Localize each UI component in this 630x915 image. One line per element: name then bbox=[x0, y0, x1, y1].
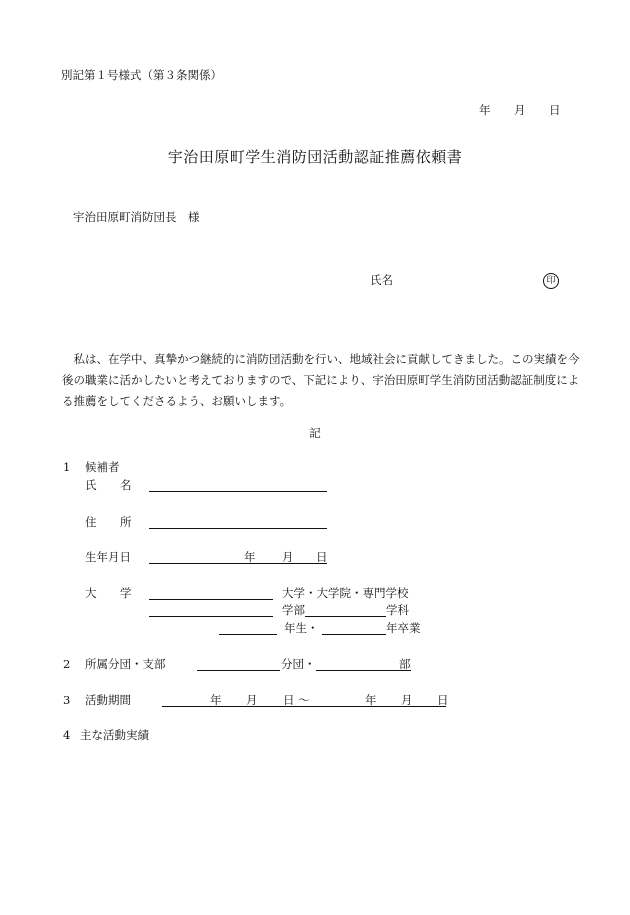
graduation-label: 年卒業 bbox=[386, 621, 421, 635]
section3-number: 3 bbox=[63, 693, 71, 707]
section4-title: 主な活動実績 bbox=[80, 728, 149, 742]
form-label: 別記第１号様式（第３条関係） bbox=[61, 68, 222, 82]
date-year: 年 bbox=[479, 103, 491, 117]
grade-field[interactable] bbox=[219, 634, 277, 635]
section3-title: 活動期間 bbox=[85, 693, 131, 707]
name-label-2: 名 bbox=[120, 478, 132, 492]
section2-number: 2 bbox=[63, 657, 71, 671]
faculty-field[interactable] bbox=[149, 616, 273, 617]
date-month: 月 bbox=[514, 103, 526, 117]
seal-mark: 印 bbox=[543, 273, 559, 289]
department-field[interactable] bbox=[305, 616, 386, 617]
end-year: 年 bbox=[365, 693, 377, 707]
branch-label: 部 bbox=[399, 657, 411, 671]
section1-number: 1 bbox=[63, 460, 71, 474]
end-day: 日 bbox=[437, 693, 449, 707]
address-label-2: 所 bbox=[120, 515, 132, 529]
school-types: 大学・大学院・専門学校 bbox=[282, 586, 409, 600]
department-label: 学科 bbox=[386, 603, 409, 617]
birth-field[interactable] bbox=[149, 563, 327, 564]
page-title: 宇治田原町学生消防団活動認証推薦依頼書 bbox=[167, 148, 463, 166]
birth-month: 月 bbox=[282, 550, 294, 564]
note-heading: 記 bbox=[309, 426, 321, 440]
signer-name-label: 氏名 bbox=[370, 273, 393, 287]
faculty-label: 学部 bbox=[282, 603, 305, 617]
birth-year: 年 bbox=[244, 550, 256, 564]
name-label-1: 氏 bbox=[85, 478, 97, 492]
birth-label: 生年月日 bbox=[85, 550, 131, 564]
start-year: 年 bbox=[210, 693, 222, 707]
start-month: 月 bbox=[246, 693, 258, 707]
grade-label: 年生・ bbox=[284, 621, 319, 635]
graduation-field[interactable] bbox=[322, 634, 386, 635]
bundan-label: 分団・ bbox=[281, 657, 316, 671]
section4-number: 4 bbox=[63, 728, 71, 742]
university-label-1: 大 bbox=[85, 586, 97, 600]
start-day: 日 bbox=[283, 693, 295, 707]
end-month: 月 bbox=[401, 693, 413, 707]
address-label-1: 住 bbox=[85, 515, 97, 529]
request-paragraph: 私は、在学中、真摯かつ継続的に消防団活動を行い、地域社会に貢献してきました。この実績を今後の職業に活かしたいと考えておりますので、下記により、宇治田原町学生消防団活動認証制度による推薦をしてくださるよう、お願いします。 bbox=[62, 352, 580, 408]
bundan-field[interactable] bbox=[197, 670, 280, 671]
name-field[interactable] bbox=[149, 491, 327, 492]
section1-title: 候補者 bbox=[85, 460, 120, 474]
university-label-2: 学 bbox=[120, 586, 132, 600]
section2-title: 所属分団・支部 bbox=[85, 657, 166, 671]
period-tilde: ～ bbox=[298, 693, 310, 707]
birth-day: 日 bbox=[316, 550, 328, 564]
addressee: 宇治田原町消防団長 様 bbox=[73, 210, 200, 224]
date-day: 日 bbox=[549, 103, 561, 117]
address-field[interactable] bbox=[149, 528, 327, 529]
branch-field[interactable] bbox=[316, 670, 411, 671]
school-name-field[interactable] bbox=[149, 599, 273, 600]
